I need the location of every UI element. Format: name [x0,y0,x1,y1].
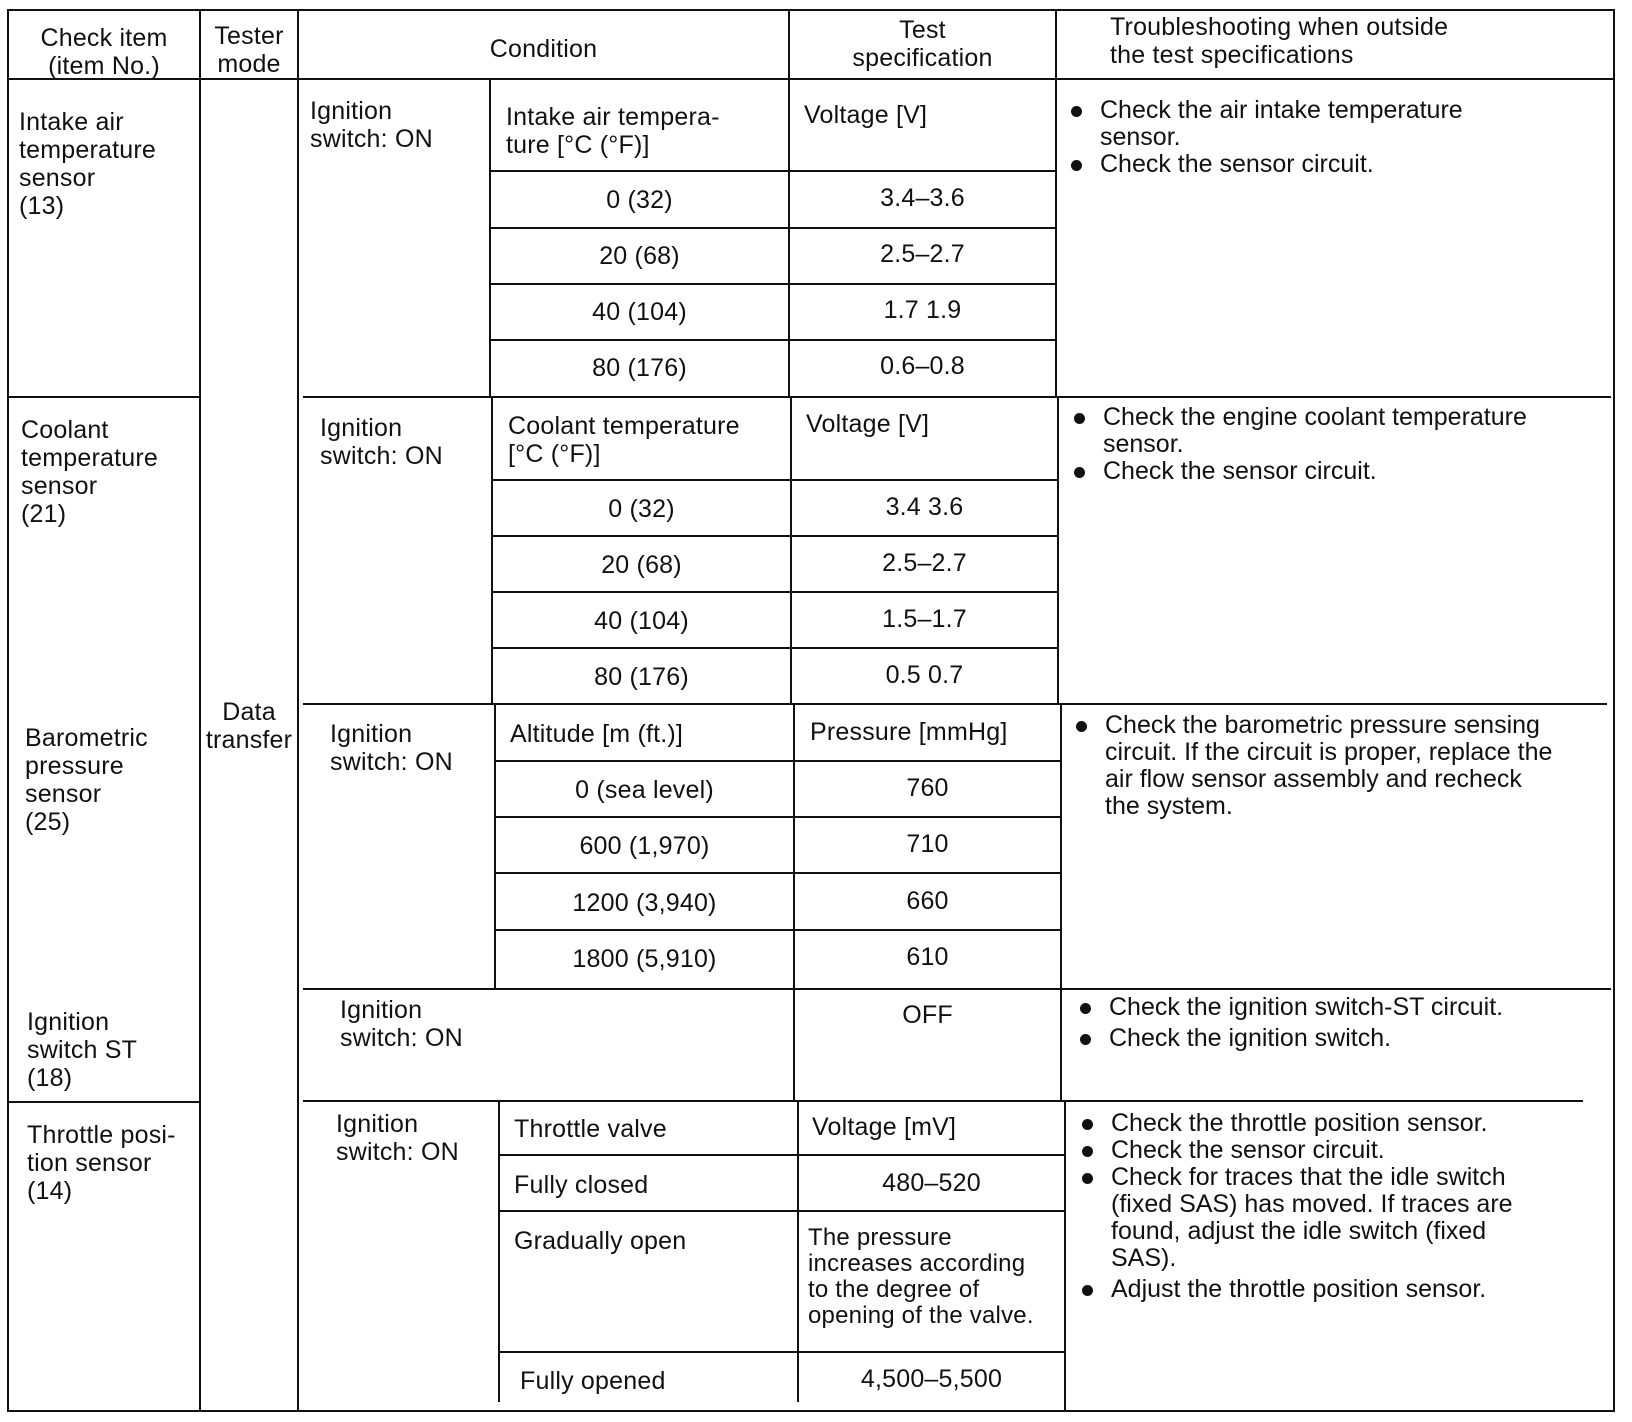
cond-divider-1 [489,80,491,397]
row-rule-1c [491,283,1056,285]
row-rule-3c [496,872,1062,874]
ts-divider-5 [1064,1101,1066,1410]
spec-divider-1 [788,80,790,397]
row-rule-2b [493,535,1059,537]
cond-divider-5 [498,1101,500,1402]
spec-value: The pressure increases according to the degree of opening of the valve. [808,1224,1034,1329]
ts-divider-3 [1060,704,1062,1101]
cond-value: 1200 (3,940) [572,889,717,917]
row-rule-2a [493,479,1059,481]
troubleshooting-list-2 [1069,404,1609,485]
condition-switch-4: Ignition switch: ON [340,996,463,1052]
bullet-icon [1080,1003,1091,1014]
troubleshooting-item: Check the sensor circuit. [1077,1137,1611,1164]
cond-value: Fully opened [520,1367,666,1395]
condition-switch-5: Ignition switch: ON [336,1110,459,1166]
ts-divider-1 [1055,80,1057,397]
spec-divider-5 [797,1101,799,1402]
spec-value: 3.4–3.6 [880,184,965,212]
spec-value: 4,500–5,500 [860,1365,1003,1393]
troubleshooting-item: Check the sensor circuit. [1066,151,1606,178]
row-rule-5a [500,1154,1066,1156]
spec-header-2: Voltage [V] [806,410,930,438]
header-tester-mode: Tester mode [214,22,284,78]
row-rule-5b [500,1210,1066,1212]
cond-value: Gradually open [514,1227,687,1255]
spec-value: 660 [906,887,949,915]
bullet-icon [1082,1146,1093,1157]
ts-divider-2 [1057,397,1059,704]
spec-value: 2.5–2.7 [882,549,967,577]
spec-value: 710 [906,830,949,858]
tester-mode-value: Data transfer [205,698,293,754]
bullet-icon [1082,1173,1093,1184]
section-rule-2 [303,703,1607,705]
spec-header-5: Voltage [mV] [812,1113,957,1141]
spec-value: 0.6–0.8 [880,352,965,380]
table-top-border [7,9,1615,11]
bullet-icon [1076,721,1087,732]
troubleshooting-item: Check the sensor circuit. [1069,458,1609,485]
row-rule-3d [496,929,1062,931]
check-item-barometric: Barometric pressure sensor (25) [25,724,148,836]
cond-value: 0 (sea level) [575,776,714,804]
troubleshooting-item: Check the throttle position sensor. [1077,1110,1611,1137]
section-rule-3 [303,988,1611,990]
cond-value: 40 (104) [594,607,689,635]
row-rule-2d [493,647,1059,649]
condition-header-1: Intake air tempera- ture [°C (°F)] [506,103,720,159]
bullet-icon [1071,160,1082,171]
row-rule-1a [491,170,1056,172]
spec-value: 1.7 1.9 [883,296,962,324]
bullet-icon [1082,1285,1093,1296]
row-rule-1d [491,339,1056,341]
cond-value: 0 (32) [608,495,675,523]
spec-value-off: OFF [902,1001,953,1029]
cond-value: 20 (68) [601,551,682,579]
check-item-throttle: Throttle posi- tion sensor (14) [27,1121,176,1205]
troubleshooting-item: Adjust the throttle position sensor. [1077,1276,1611,1303]
troubleshooting-list-5 [1077,1110,1611,1303]
spec-value: 3.4 3.6 [885,493,964,521]
condition-switch-3: Ignition switch: ON [330,720,453,776]
troubleshooting-item: Check for traces that the idle switch (fixed SAS) has moved. If traces are found, adjust the idle switch (fixed SAS). [1077,1164,1611,1272]
cond-value: Fully closed [514,1171,649,1199]
table-left-border [7,9,9,1412]
row-rule-3a [496,760,1062,762]
row-rule-5c [500,1351,1066,1353]
section-rule-4-item [7,1101,200,1103]
section-rule-1 [303,396,1611,398]
header-troubleshooting: Troubleshooting when outside the test specifications [1110,13,1449,69]
cond-value: 20 (68) [599,242,680,270]
troubleshooting-list-4 [1075,994,1615,1052]
condition-switch-1: Ignition switch: ON [310,97,433,153]
row-rule-3b [496,816,1062,818]
spec-value: 610 [906,943,949,971]
cond-value: 0 (32) [606,186,673,214]
bullet-icon [1074,413,1085,424]
condition-header-2: Coolant temperature [°C (°F)] [508,412,740,468]
cond-value: 80 (176) [592,354,687,382]
troubleshooting-item: Check the air intake temperature sensor. [1066,97,1606,151]
bullet-icon [1080,1034,1091,1045]
header-bottom-rule [7,78,1615,80]
spec-value: 0.5 0.7 [885,661,964,689]
spec-value: 2.5–2.7 [880,240,965,268]
spec-value: 480–520 [882,1169,981,1197]
bullet-icon [1082,1119,1093,1130]
troubleshooting-item: Check the ignition switch. [1075,1025,1615,1052]
troubleshooting-item: Check the engine coolant temperature sensor. [1069,404,1609,458]
condition-switch-2: Ignition switch: ON [320,414,443,470]
header-condition: Condition [489,35,598,63]
spec-header-3: Pressure [mmHg] [810,718,1008,746]
row-rule-2c [493,591,1059,593]
spec-value: 760 [906,774,949,802]
troubleshooting-item: Check the barometric pressure sensing circuit. If the circuit is proper, replace the air flow sensor assembly and recheck the system. [1071,712,1611,820]
cond-value: 600 (1,970) [579,832,710,860]
troubleshooting-list-3 [1071,712,1611,820]
spec-header-1: Voltage [V] [804,101,928,129]
row-rule-1b [491,227,1056,229]
table-right-border [1613,9,1615,1412]
column-divider-4a [1055,9,1057,79]
header-check-item: Check item (item No.) [40,24,168,80]
cond-value: 1800 (5,910) [572,945,717,973]
section-rule-1-item [7,396,200,398]
check-item-intake-air: Intake air temperature sensor (13) [19,108,156,220]
troubleshooting-list-1 [1066,97,1606,178]
header-test-spec: Test specification [852,16,993,72]
cond-value: 80 (176) [594,663,689,691]
cond-value: 40 (104) [592,298,687,326]
condition-header-3: Altitude [m (ft.)] [510,720,684,748]
table-bottom-border [7,1410,1615,1412]
condition-header-5: Throttle valve [514,1115,667,1143]
check-item-ignition-st: Ignition switch ST (18) [27,1008,138,1092]
spec-value: 1.5–1.7 [882,605,967,633]
bullet-icon [1074,467,1085,478]
check-item-coolant: Coolant temperature sensor (21) [21,416,158,528]
section-rule-4 [303,1100,1583,1102]
troubleshooting-item: Check the ignition switch-ST circuit. [1075,994,1615,1021]
bullet-icon [1071,106,1082,117]
